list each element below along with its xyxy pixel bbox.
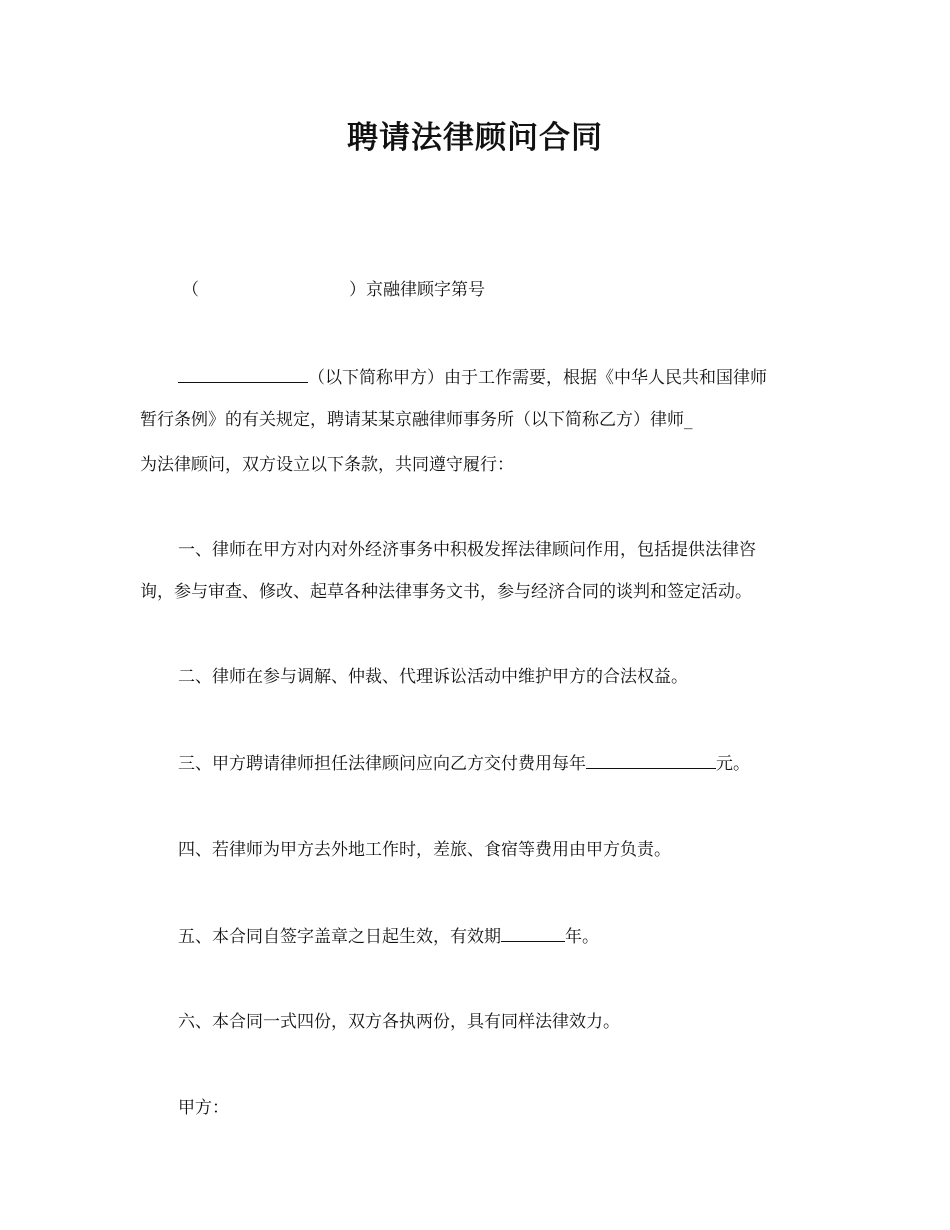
clause-1-line-2: 询，参与审查、修改、起草各种法律事务文书，参与经济合同的谈判和签定活动。	[140, 582, 752, 602]
clause-3	[178, 752, 858, 775]
clause-5-text: 五、本合同自签字盖章之日起生效，有效期	[178, 927, 501, 947]
doc-number-close: ）京融律顾字第号	[349, 280, 485, 300]
intro-line-1	[178, 366, 858, 389]
intro-line-3: 为法律顾问，双方设立以下条款，共同遵守履行：	[140, 455, 514, 475]
clause-5	[178, 925, 858, 948]
clause-2: 二、律师在参与调解、仲裁、代理诉讼活动中维护甲方的合法权益。	[178, 667, 688, 687]
document-title: 聘请法律顾问合同	[347, 120, 603, 156]
intro-line-1-text: （以下简称甲方）由于工作需要，根据《中华人民共和国律师	[308, 368, 767, 388]
clause-4: 四、若律师为甲方去外地工作时，差旅、食宿等费用由甲方负责。	[178, 840, 671, 860]
clause-3-unit: 元。	[716, 754, 750, 774]
doc-number-open: （	[182, 280, 199, 300]
party-a-name-blank	[178, 366, 308, 383]
validity-years-blank	[501, 925, 565, 942]
annual-fee-blank	[586, 752, 716, 769]
clause-6: 六、本合同一式四份，双方各执两份，具有同样法律效力。	[178, 1012, 620, 1032]
clause-1-line-1: 一、律师在甲方对内对外经济事务中积极发挥法律顾问作用，包括提供法律咨	[178, 540, 756, 560]
party-a-label: 甲方：	[178, 1098, 229, 1118]
doc-number-line	[182, 279, 862, 301]
clause-3-text: 三、甲方聘请律师担任法律顾问应向乙方交付费用每年	[178, 754, 586, 774]
intro-line-2: 暂行条例》的有关规定，聘请某某京融律师事务所（以下简称乙方）律师_	[140, 410, 693, 430]
clause-5-unit: 年。	[565, 927, 599, 947]
